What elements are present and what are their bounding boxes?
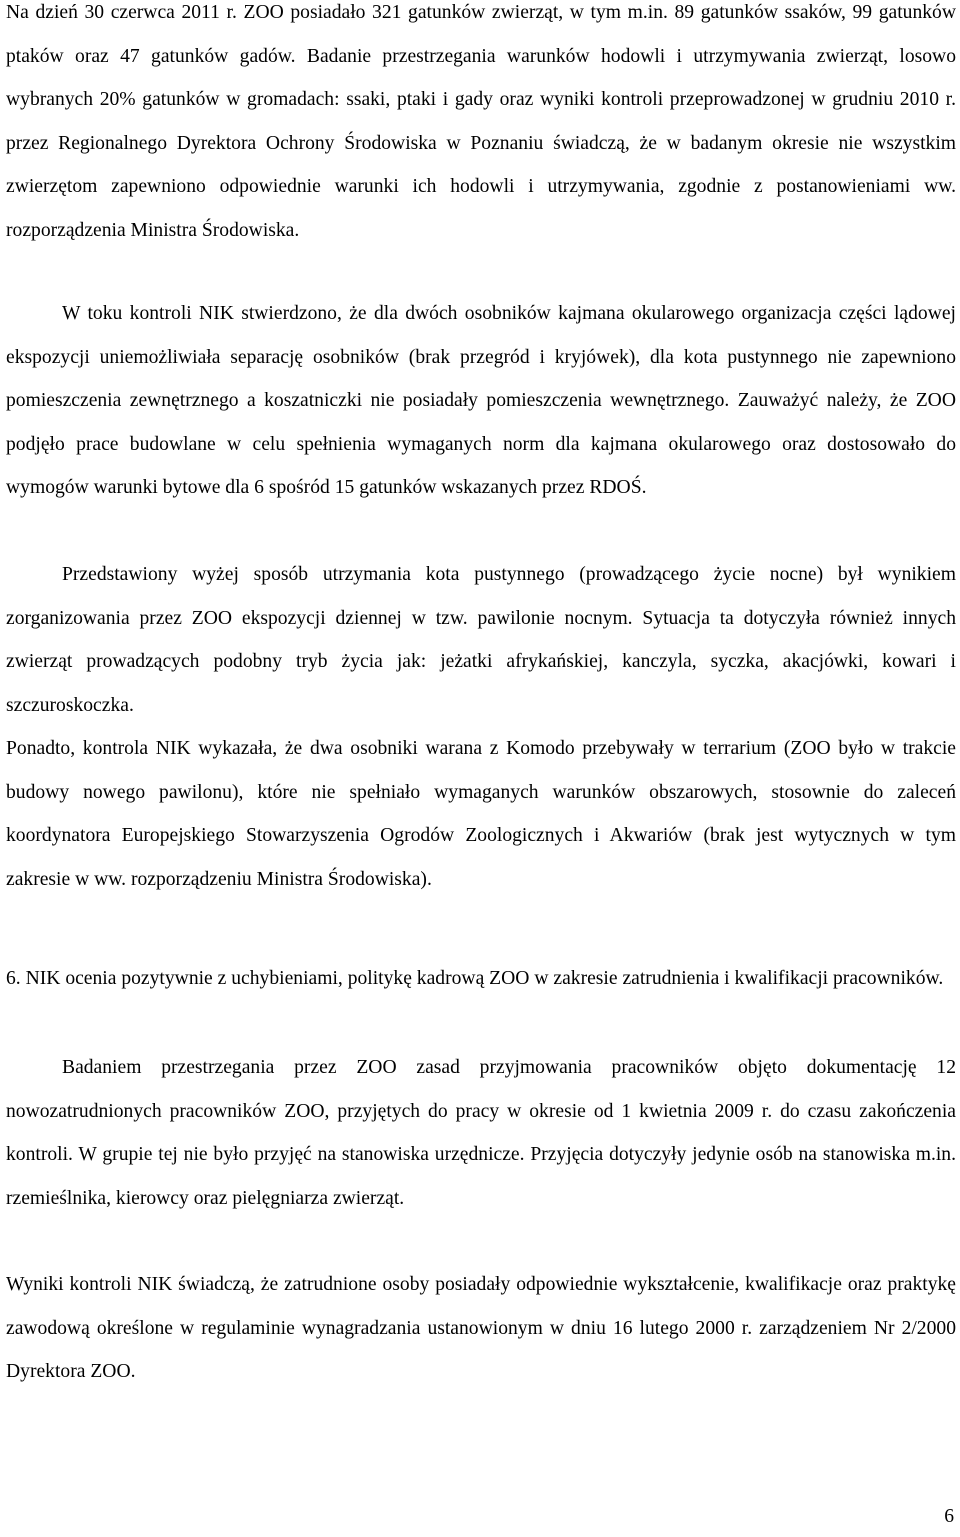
paragraph-hiring-review: Badaniem przestrzegania przez ZOO zasad przyjmowania pracowników objęto dokumentację 12 nowozatrudnionych pracowników ZOO, przyjętych do pracy w okresie od 1 kwietnia 2009 r. do czasu zakończenia kontroli. W grupie tej nie było przyjęć na stanowiska urzędnicze. Przyjęcia dotyczyły jedynie osób na stanowiska m.in. rzemieślnika, kierowcy oraz pielęgniarza zwierząt. (6, 1057, 956, 1209)
paragraph-desert-cat: Przedstawiony wyżej sposób utrzymania kota pustynnego (prowadzącego życie nocne) był wynikiem zorganizowania przez ZOO ekspozycji dziennej w tzw. pawilonie nocnym. Sytuacja ta dotyczyła również innych zwierząt prowadzących podobny tryb życia jak: jeżatki afrykańskiej, kanczyla, syczka, akacjówki, kowari i szczuroskoczka. (6, 564, 956, 716)
page-number: 6 (944, 1506, 954, 1527)
paragraph-section-6: 6. NIK ocenia pozytywnie z uchybieniami, politykę kadrową ZOO w zakresie zatrudnienia i kwalifikacji pracowników. (6, 968, 944, 989)
paragraph-inspection-findings: W toku kontroli NIK stwierdzono, że dla dwóch osobników kajmana okularowego organizacja części lądowej ekspozycji uniemożliwiała separację osobników (brak przegród i kryjówek), dla kota pustynnego nie zapewniono pomieszczenia zewnętrznego a koszatniczki nie posiadały pomieszczenia wewnętrznego. Zauważyć należy, że ZOO podjęło prace budowlane w celu spełnienia wymaganych norm dla kajmana okularowego oraz dostosowało do wymogów warunki bytowe dla 6 spośród 15 gatunków wskazanych przez RDOŚ. (6, 303, 956, 498)
paragraph-komodo-monitor: Ponadto, kontrola NIK wykazała, że dwa osobniki warana z Komodo przebywały w terrarium (ZOO było w trakcie budowy nowego pawilonu), które nie spełniało wymaganych warunków obszarowych, stosownie do zaleceń koordynatora Europejskiego Stowarzyszenia Ogrodów Zoologicznych i Akwariów (brak jest wytycznych w tym zakresie w ww. rozporządzeniu Ministra Środowiska). (6, 738, 956, 890)
paragraph-zoo-species: Na dzień 30 czerwca 2011 r. ZOO posiadało 321 gatunków zwierząt, w tym m.in. 89 gatunków ssaków, 99 gatunków ptaków oraz 47 gatunków gadów. Badanie przestrzegania warunków hodowli i utrzymywania zwierząt, losowo wybranych 20% gatunków w gromadach: ssaki, ptaki i gady oraz wyniki kontroli przeprowadzonej w grudniu 2010 r. przez Regionalnego Dyrektora Ochrony Środowiska w Poznaniu świadczą, że w badanym okresie nie wszystkim zwierzętom zapewniono odpowiednie warunki ich hodowli i utrzymywania, zgodnie z postanowieniami ww. rozporządzenia Ministra Środowiska. (6, 2, 956, 241)
paragraph-qualifications: Wyniki kontroli NIK świadczą, że zatrudnione osoby posiadały odpowiednie wykształcenie, kwalifikacje oraz praktykę zawodową określone w regulaminie wynagradzania ustanowionym w dniu 16 lutego 2000 r. zarządzeniem Nr 2/2000 Dyrektora ZOO. (6, 1274, 956, 1382)
